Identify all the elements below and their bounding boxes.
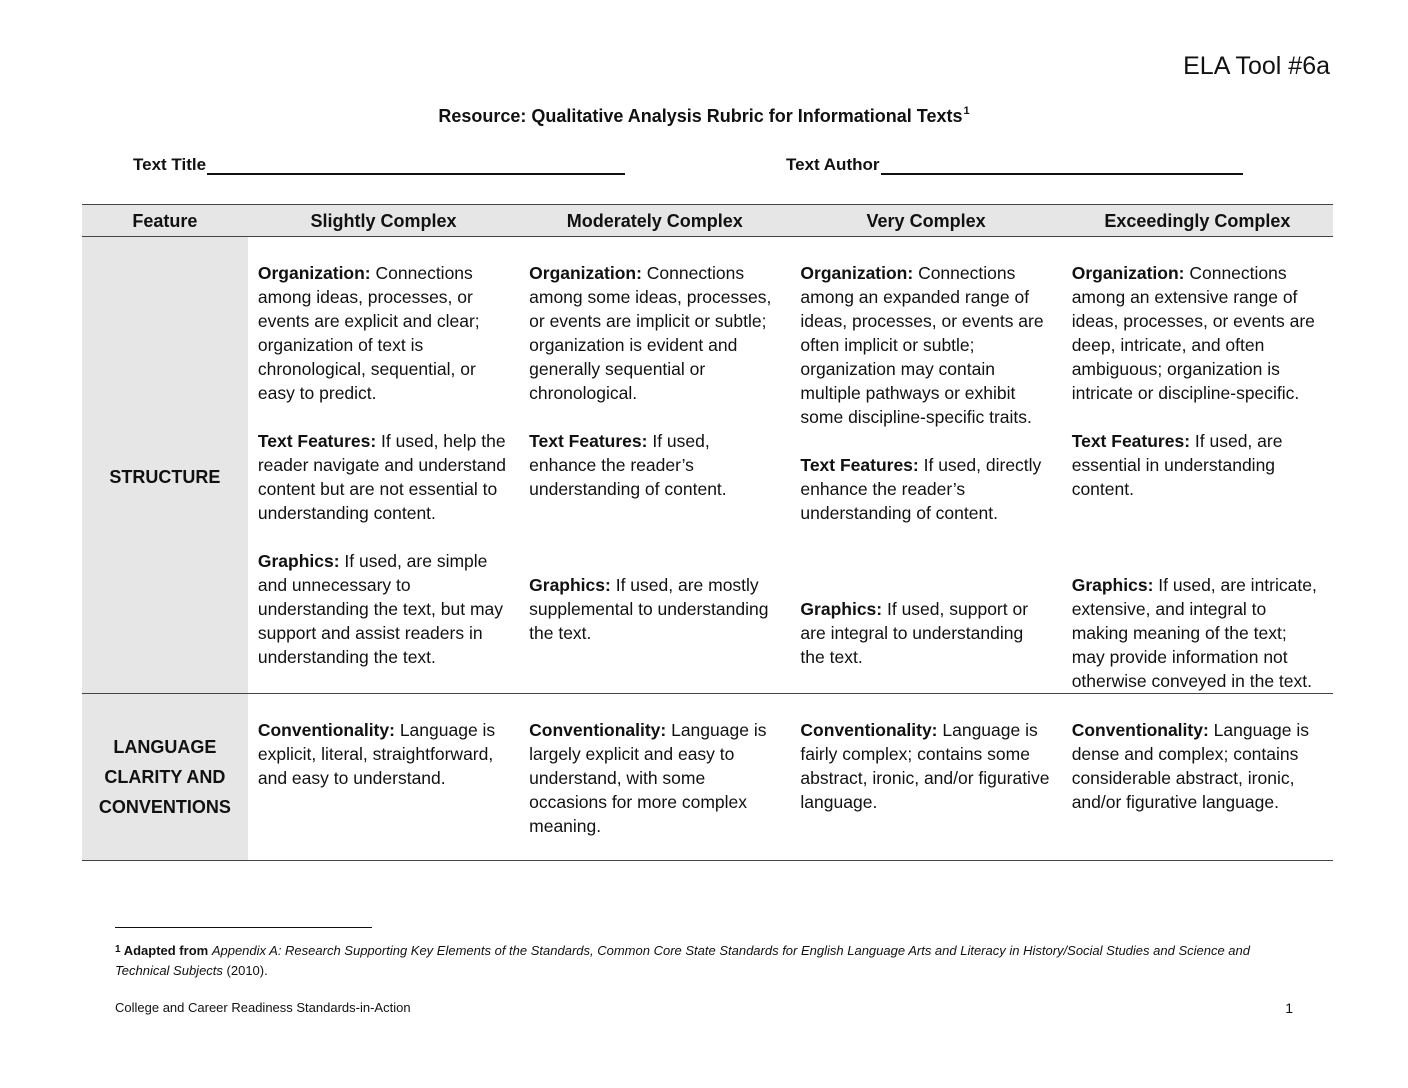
entry-label: Graphics: — [257, 551, 340, 571]
entry-text: Language is dense and complex; contains considerable abstract, ironic, and/or figurative language. — [1071, 720, 1310, 812]
cell-structure-very — [790, 237, 1061, 694]
entry-organization — [800, 261, 1051, 429]
title-footnote-marker: 1 — [963, 105, 970, 117]
entry-text-features — [258, 429, 509, 525]
entry-text: Language is fairly complex; contains some abstract, ironic, and/or figurative language. — [800, 720, 1050, 812]
entry-text: Language is explicit, literal, straightforward, and easy to understand. — [257, 720, 496, 788]
entry-conventionality — [800, 718, 1051, 814]
footer-text: College and Career Readiness Standards-in-Action — [115, 1000, 411, 1015]
cell-structure-moderately — [519, 237, 790, 694]
entry-label: Conventionality: — [1071, 720, 1209, 740]
entry-label: Graphics: — [1071, 575, 1154, 595]
rubric-table — [82, 204, 1333, 861]
feature-language-clarity: LANGUAGE CLARITY AND CONVENTIONS — [82, 694, 248, 861]
entry-label: Conventionality: — [800, 720, 938, 740]
entry-organization — [1072, 261, 1323, 405]
entry-conventionality — [529, 718, 780, 838]
footnote — [115, 940, 1295, 981]
entry-label: Conventionality: — [529, 720, 667, 740]
language-row — [82, 694, 1333, 861]
header-very-complex: Very Complex — [790, 205, 1061, 237]
entry-label: Conventionality: — [257, 720, 395, 740]
entry-label: Graphics: — [529, 575, 611, 595]
entry-text: If used, are mostly supplemental to understanding the text. — [529, 575, 769, 643]
entry-label: Text Features: — [800, 455, 919, 475]
text-title-blank-line — [207, 155, 625, 175]
entry-graphics — [529, 573, 780, 645]
entry-text: If used, are intricate, extensive, and integral to making meaning of the text; may provide information not otherwise conveyed in the text. — [1071, 575, 1317, 691]
entry-text-features — [1072, 429, 1323, 501]
entry-label: Organization: — [529, 263, 642, 283]
entry-text: Connections among some ideas, processes, or events are implicit or subtle; organization is evident and generally sequential or chronological. — [529, 263, 772, 403]
header-slightly-complex: Slightly Complex — [248, 205, 519, 237]
entry-graphics — [1072, 573, 1323, 693]
entry-text-features — [800, 453, 1051, 525]
entry-text: Connections among ideas, processes, or events are explicit and clear; organization of text is chronological, sequential, or easy to predict. — [257, 263, 480, 403]
entry-text: If used, enhance the reader’s understanding of content. — [529, 431, 727, 499]
entry-graphics — [258, 549, 509, 669]
text-author-blank-line — [881, 155, 1243, 175]
footnote-source: Appendix A: Research Supporting Key Elements of the Standards, Common Core State Standards for English Language Arts and Literacy in History/Social Studies and Science and Technical Subjects — [115, 943, 1250, 978]
entry-conventionality — [258, 718, 509, 790]
header-exceedingly-complex: Exceedingly Complex — [1062, 205, 1333, 237]
footnote-lead: Adapted from — [120, 943, 212, 958]
cell-language-exceedingly — [1062, 694, 1333, 861]
page-number: 1 — [1285, 1000, 1293, 1016]
text-title-label: Text Title — [133, 155, 207, 174]
header-moderately-complex: Moderately Complex — [519, 205, 790, 237]
structure-row — [82, 237, 1333, 694]
cell-language-moderately — [519, 694, 790, 861]
entry-label: Organization: — [800, 263, 914, 283]
entry-label: Text Features: — [1071, 431, 1191, 451]
entry-text: If used, are essential in understanding content. — [1071, 431, 1283, 499]
footnote-marker: 1 — [115, 944, 121, 955]
entry-label: Organization: — [257, 263, 371, 283]
entry-organization — [258, 261, 509, 405]
entry-organization — [529, 261, 780, 405]
text-author-field — [786, 155, 1243, 175]
footnote-divider — [115, 927, 372, 928]
footnote-year: (2010). — [222, 963, 268, 978]
title-text: Resource: Qualitative Analysis Rubric for Informational Texts — [438, 106, 963, 126]
header-row — [82, 205, 1333, 237]
cell-language-slightly — [248, 694, 519, 861]
entry-text-features — [529, 429, 780, 501]
cell-structure-slightly — [248, 237, 519, 694]
cell-language-very — [790, 694, 1061, 861]
header-feature: Feature — [82, 205, 248, 237]
entry-text: If used, directly enhance the reader’s understanding of content. — [800, 455, 1042, 523]
text-title-field — [133, 155, 625, 175]
entry-conventionality — [1072, 718, 1323, 814]
entry-label: Graphics: — [800, 599, 883, 619]
tool-label: ELA Tool #6a — [1183, 52, 1330, 80]
entry-text: If used, are simple and unnecessary to understanding the text, but may support and assist readers in understanding the text. — [257, 551, 504, 667]
entry-text: Connections among an expanded range of ideas, processes, or events are often implicit or subtle; organization may contain multiple pathways or exhibit some discipline-specific traits. — [800, 263, 1044, 427]
document-title — [0, 105, 1408, 127]
entry-label: Organization: — [1071, 263, 1185, 283]
cell-structure-exceedingly — [1062, 237, 1333, 694]
entry-label: Text Features: — [257, 431, 377, 451]
entry-text: If used, support or are integral to understanding the text. — [800, 599, 1029, 667]
entry-label: Text Features: — [529, 431, 648, 451]
entry-text: Connections among an extensive range of ideas, processes, or events are deep, intricate, and often ambiguous; organization is intricate or discipline-specific. — [1071, 263, 1315, 403]
entry-graphics — [800, 597, 1051, 669]
feature-structure: STRUCTURE — [82, 237, 248, 694]
entry-text: If used, help the reader navigate and understand content but are not essential to understanding content. — [257, 431, 506, 523]
text-author-label: Text Author — [786, 155, 880, 174]
entry-text: Language is largely explicit and easy to understand, with some occasions for more complex meaning. — [529, 720, 767, 836]
